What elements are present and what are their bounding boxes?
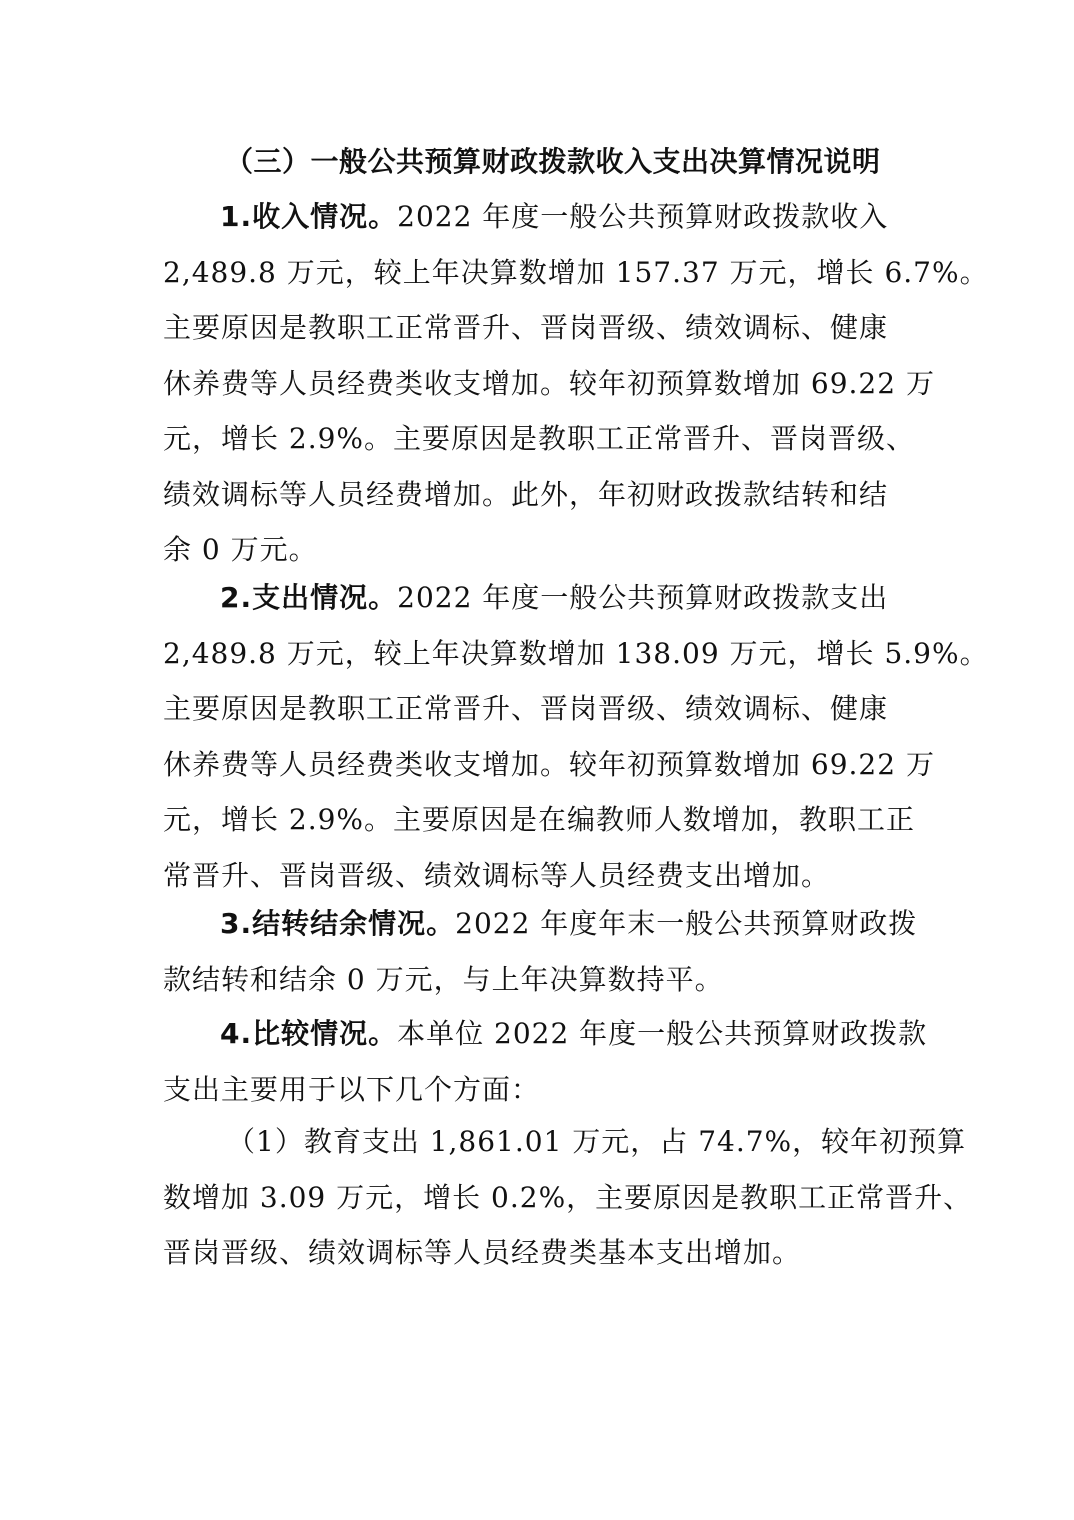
paragraph-text: 2022 年度一般公共预算财政拨款收入 [397, 200, 889, 233]
paragraph-lead: 2.支出情况。 [220, 581, 398, 614]
paragraph-line: 休养费等人员经费类收支增加。较年初预算数增加 69.22 万 [163, 747, 935, 781]
paragraph-carryover [163, 896, 923, 1007]
paragraph-text: 2022 年度年末一般公共预算财政拨 [455, 907, 918, 940]
paragraph-education [163, 1114, 973, 1281]
paragraph-line: 2,489.8 万元，较上年决算数增加 138.09 万元，增长 5.9%。 [163, 636, 989, 670]
paragraph-line: 数增加 3.09 万元，增长 0.2%，主要原因是教职工正常晋升、 [163, 1180, 973, 1214]
paragraph-line [163, 1006, 928, 1062]
paragraph-line: 主要原因是教职工正常晋升、晋岗晋级、绩效调标、健康 [163, 692, 889, 725]
paragraph-income [163, 189, 989, 578]
paragraph-expenditure [163, 570, 989, 903]
paragraph-line: 晋岗晋级、绩效调标等人员经费类基本支出增加。 [163, 1236, 802, 1269]
paragraph-line: 元，增长 2.9%。主要原因是在编教师人数增加，教职工正 [163, 803, 916, 836]
paragraph-text: 2022 年度一般公共预算财政拨款支出 [397, 581, 889, 614]
paragraph-lead: 4.比较情况。 [220, 1017, 398, 1050]
section-heading: （三）一般公共预算财政拨款收入支出决算情况说明 [225, 145, 881, 178]
paragraph-line: 常晋升、晋岗晋级、绩效调标等人员经费支出增加。 [163, 858, 831, 892]
paragraph-line: 休养费等人员经费类收支增加。较年初预算数增加 69.22 万 [163, 366, 935, 400]
paragraph-line: 主要原因是教职工正常晋升、晋岗晋级、绩效调标、健康 [163, 311, 889, 344]
paragraph-text: 本单位 2022 年度一般公共预算财政拨款 [397, 1017, 928, 1050]
paragraph-line: （1）教育支出 1,861.01 万元，占 74.7%，较年初预算 [227, 1125, 967, 1158]
paragraph-lead: 3.结转结余情况。 [220, 907, 456, 940]
paragraph-line: 支出主要用于以下几个方面： [163, 1072, 541, 1106]
paragraph-lead: 1.收入情况。 [220, 200, 398, 233]
paragraph-line: 2,489.8 万元，较上年决算数增加 157.37 万元，增长 6.7%。 [163, 255, 989, 289]
paragraph-comparison [163, 1006, 928, 1117]
paragraph-line [163, 189, 923, 245]
paragraph-line: 元，增长 2.9%。主要原因是教职工正常晋升、晋岗晋级、 [163, 422, 916, 455]
paragraph-line: 款结转和结余 0 万元，与上年决算数持平。 [163, 962, 724, 996]
paragraph-line [163, 896, 923, 952]
paragraph-line: 绩效调标等人员经费增加。此外，年初财政拨款结转和结 [163, 477, 889, 511]
paragraph-line [163, 570, 923, 626]
paragraph-line: 余 0 万元。 [163, 533, 318, 566]
